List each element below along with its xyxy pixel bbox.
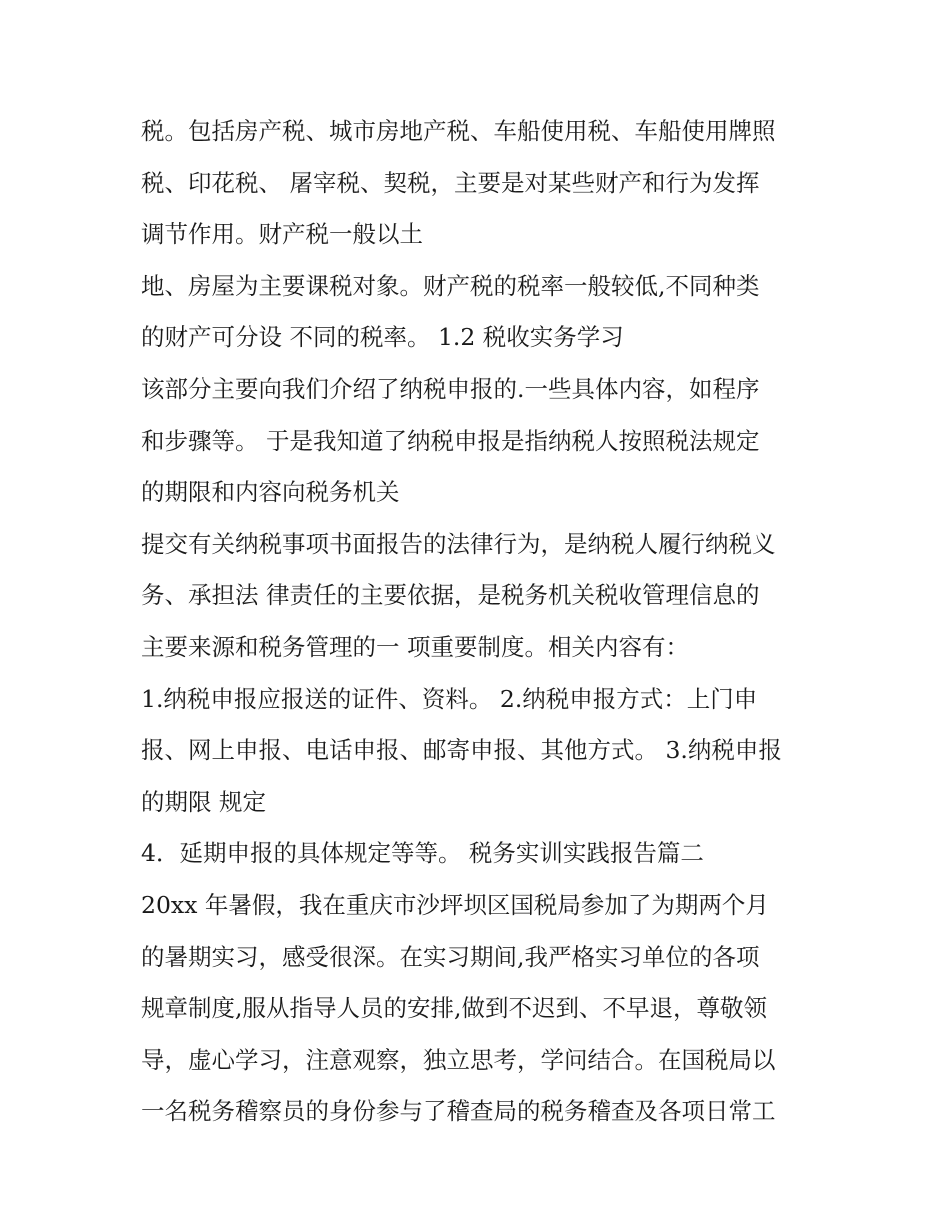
text-line: 调节作用。财产税一般以土 xyxy=(141,220,423,249)
text-line: 的暑期实习，感受很深。在实习期间,我严格实习单位的各项 xyxy=(141,942,760,971)
text-line: 规章制度,服从指导人员的安排,做到不迟到、不早退，尊敬领 xyxy=(141,994,767,1023)
text-line: 报、网上申报、电话申报、邮寄申报、其他方式。 3.纳税申报 xyxy=(141,736,782,765)
text-line: 导，虚心学习，注意观察，独立思考，学问结合。在国税局以 xyxy=(141,1045,776,1074)
text-line: 税。包括房产税、城市房地产税、车船使用税、车船使用牌照 xyxy=(141,117,776,145)
body-text xyxy=(141,106,831,1138)
text-line: 20xx 年暑假，我在重庆市沙坪坝区国税局参加了为期两个月 xyxy=(141,890,769,919)
text-line: 一名税务稽察员的身份参与了稽查局的税务稽查及各项日常工 xyxy=(141,1097,776,1126)
text-line: 的期限和内容向税务机关 xyxy=(141,478,400,507)
text-line: 1.纳税申报应报送的证件、资料。 2.纳税申报方式：上门申 xyxy=(141,684,758,713)
text-line: 税、印花税、 屠宰税、契税，主要是对某些财产和行为发挥 xyxy=(141,168,760,197)
text-line: 的财产可分设 不同的税率。 1.2 税收实务学习 xyxy=(141,323,624,352)
text-line: 的期限 规定 xyxy=(141,787,266,816)
text-line: 地、房屋为主要课税对象。财产税的税率一般较低,不同种类 xyxy=(141,271,760,300)
text-line: 提交有关纳税事项书面报告的法律行为，是纳税人履行纳税义 xyxy=(141,529,776,558)
text-line: 和步骤等。 于是我知道了纳税申报是指纳税人按照税法规定 xyxy=(141,426,760,455)
text-line: 务、承担法 律责任的主要依据，是税务机关税收管理信息的 xyxy=(141,581,760,610)
text-line: 主要来源和税务管理的一 项重要制度。相关内容有： xyxy=(141,632,689,661)
text-line: 4．延期申报的具体规定等等。 税务实训实践报告篇二 xyxy=(141,839,704,868)
text-line: 该部分主要向我们介绍了纳税申报的.一些具体内容，如程序 xyxy=(141,374,760,403)
